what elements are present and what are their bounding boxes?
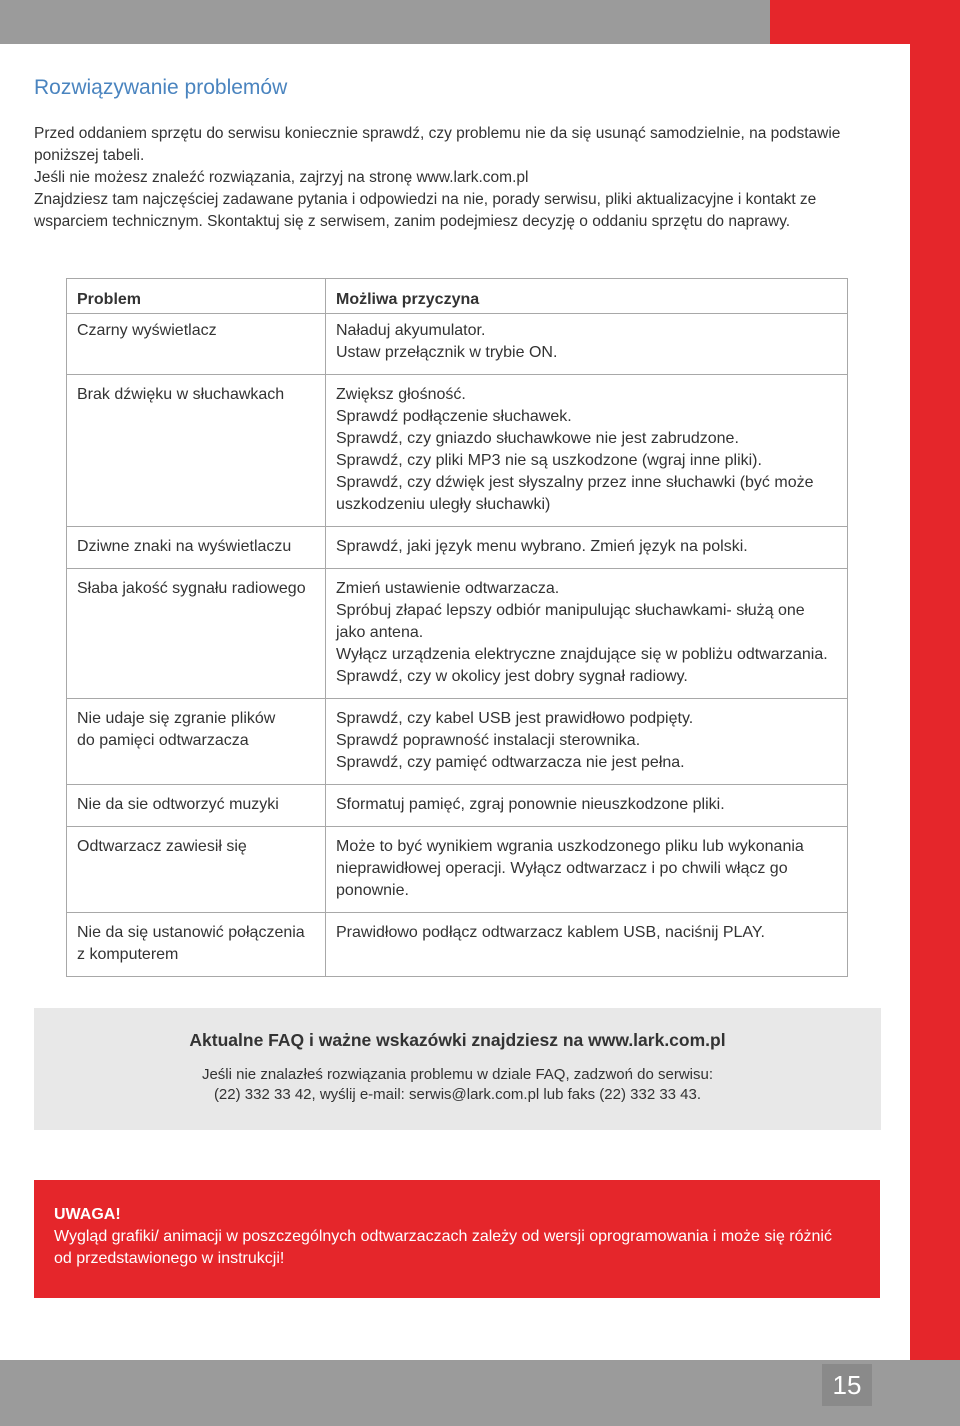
- faq-box: [34, 1008, 881, 1130]
- problem-cell: [67, 314, 326, 375]
- troubleshooting-table: [66, 278, 848, 977]
- problem-cell: [67, 699, 326, 785]
- faq-text: [34, 1065, 881, 1105]
- cause-text: Sprawdź, czy gniazdo słuchawkowe nie jest zabrudzone.: [336, 430, 739, 447]
- cause-text: Sprawdź, jaki język menu wybrano. Zmień język na polski.: [336, 538, 748, 555]
- header-problem: Problem: [67, 279, 326, 314]
- right-red-bar: [910, 44, 960, 1360]
- warning-box: [34, 1180, 880, 1298]
- page-title: Rozwiązywanie problemów: [34, 76, 288, 99]
- cause-text: Sprawdź, czy kabel USB jest prawidłowo podpięty.: [336, 710, 694, 727]
- cause-text: Zwiększ głośność.: [336, 386, 466, 403]
- problem-text: Brak dźwięku w słuchawkach: [77, 386, 285, 403]
- cause-text: Sprawdź, czy w okolicy jest dobry sygnał radiowy.: [336, 668, 688, 685]
- faq-line: (22) 332 33 42, wyślij e-mail: serwis@lark.com.pl lub faks (22) 332 33 43.: [213, 1086, 702, 1103]
- intro-text: [34, 123, 874, 233]
- cause-text: Naładuj akyumulator.: [336, 322, 486, 339]
- table-row: [67, 314, 848, 375]
- cause-cell: [326, 314, 848, 375]
- problem-cell: [67, 375, 326, 527]
- problem-text: Czarny wyświetlacz: [77, 322, 217, 339]
- intro-paragraph: Znajdziesz tam najczęściej zadawane pytania i odpowiedzi na nie, porady serwisu, pliki aktualizacyjne i kontakt ze wsparciem technicznym. Skontaktuj się z serwisem, zanim podejmiesz decyzję o oddaniu sprzętu do naprawy.: [34, 191, 817, 230]
- problem-text: Nie da się ustanowić połączenia: [77, 924, 305, 941]
- cause-text: Sprawdź poprawność instalacji sterownika.: [336, 732, 641, 749]
- warning-text: Wygląd grafiki/ animacji w poszczególnych odtwarzaczach zależy od wersji oprogramowania i może się różnić od przedstawionego w instrukcji!: [54, 1228, 832, 1267]
- table-row: [67, 569, 848, 699]
- cause-cell: [326, 699, 848, 785]
- problem-text: z komputerem: [77, 946, 179, 963]
- cause-text: Spróbuj złapać lepszy odbiór manipulując słuchawkami- służą one jako antena.: [336, 602, 805, 641]
- problem-text: Odtwarzacz zawiesił się: [77, 838, 247, 855]
- bottom-grey-bar: [0, 1360, 960, 1426]
- problem-cell: [67, 569, 326, 699]
- problem-cell: [67, 785, 326, 827]
- header-cause: Możliwa przyczyna: [326, 279, 848, 314]
- cause-text: Zmień ustawienie odtwarzacza.: [336, 580, 560, 597]
- page-number: 15: [822, 1364, 872, 1406]
- table-row: [67, 375, 848, 527]
- table-row: [67, 827, 848, 913]
- problem-text: Nie da sie odtworzyć muzyki: [77, 796, 279, 813]
- table-row: [67, 699, 848, 785]
- cause-cell: [326, 827, 848, 913]
- problem-text: Słaba jakość sygnału radiowego: [77, 580, 306, 597]
- warning-title: UWAGA!: [54, 1206, 121, 1223]
- cause-text: Sprawdź, czy pliki MP3 nie są uszkodzone (wgraj inne pliki).: [336, 452, 762, 469]
- problem-text: Nie udaje się zgranie plików: [77, 710, 276, 727]
- cause-cell: [326, 913, 848, 977]
- cause-text: Sprawdź, czy dźwięk jest słyszalny przez inne słuchawki (być może uszkodzeniu uległy słuchawki): [336, 474, 814, 513]
- table-header-row: [67, 279, 848, 314]
- cause-cell: [326, 527, 848, 569]
- faq-title: Aktualne FAQ i ważne wskazówki znajdziesz na www.lark.com.pl: [189, 1030, 726, 1050]
- cause-text: Sprawdź podłączenie słuchawek.: [336, 408, 572, 425]
- cause-text: Wyłącz urządzenia elektryczne znajdujące się w pobliżu odtwarzania.: [336, 646, 828, 663]
- cause-cell: [326, 785, 848, 827]
- cause-text: Prawidłowo podłącz odtwarzacz kablem USB, naciśnij PLAY.: [336, 924, 765, 941]
- cause-text: Sprawdź, czy pamięć odtwarzacza nie jest pełna.: [336, 754, 685, 771]
- table-row: [67, 527, 848, 569]
- intro-paragraph: Jeśli nie możesz znaleźć rozwiązania, zajrzyj na stronę www.lark.com.pl: [34, 169, 529, 186]
- cause-cell: [326, 569, 848, 699]
- problem-text: do pamięci odtwarzacza: [77, 732, 249, 749]
- intro-paragraph: Przed oddaniem sprzętu do serwisu koniecznie sprawdź, czy problemu nie da się usunąć samodzielnie, na podstawie poniższej tabeli.: [34, 125, 841, 164]
- problem-text: Dziwne znaki na wyświetlaczu: [77, 538, 292, 555]
- cause-cell: [326, 375, 848, 527]
- problem-cell: [67, 913, 326, 977]
- faq-line: Jeśli nie znalazłeś rozwiązania problemu w dziale FAQ, zadzwoń do serwisu:: [201, 1066, 714, 1083]
- cause-text: Ustaw przełącznik w trybie ON.: [336, 344, 558, 361]
- top-grey-bar: [0, 0, 770, 44]
- problem-cell: [67, 827, 326, 913]
- top-red-bar: [770, 0, 960, 44]
- table-row: [67, 785, 848, 827]
- problem-cell: [67, 527, 326, 569]
- table-row: [67, 913, 848, 977]
- cause-text: Może to być wynikiem wgrania uszkodzonego pliku lub wykonania nieprawidłowej operacji. Wyłącz odtwarzacz i po chwili włącz go ponownie.: [336, 838, 804, 899]
- cause-text: Sformatuj pamięć, zgraj ponownie nieuszkodzone pliki.: [336, 796, 725, 813]
